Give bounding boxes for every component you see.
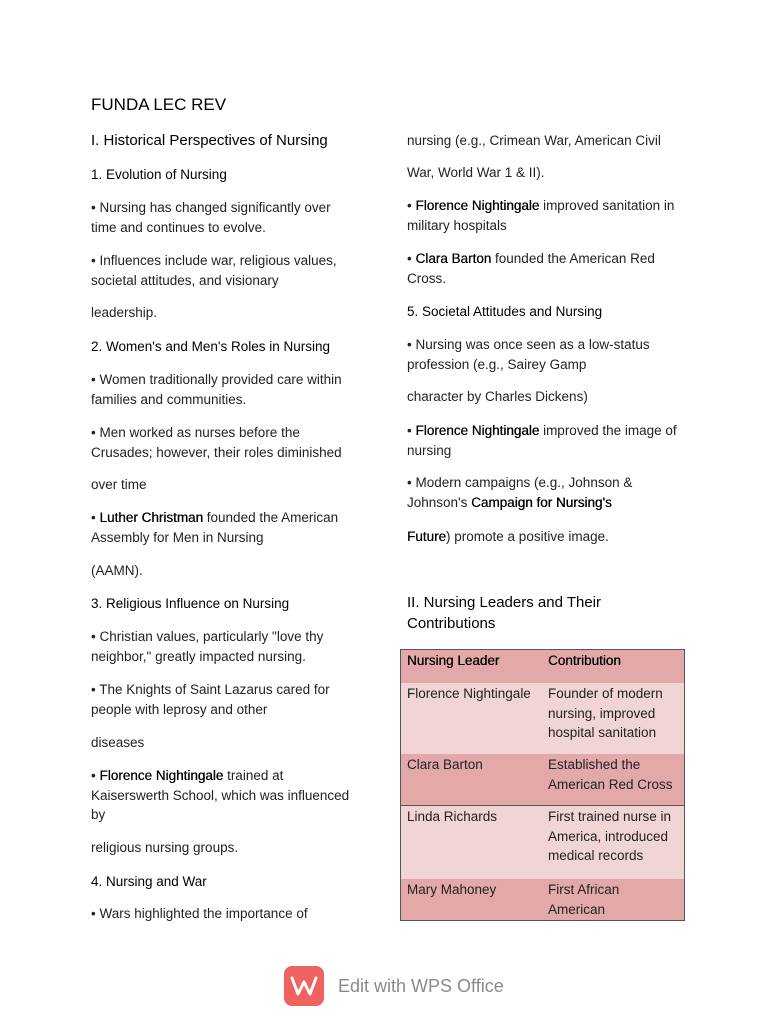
table-cell-contribution: Established the American Red Cross — [542, 754, 685, 806]
bold-florence-nightingale-3: Florence Nightingale — [415, 423, 540, 438]
table-cell-leader: Clara Barton — [401, 754, 543, 806]
bold-future: Future — [407, 529, 447, 544]
paragraph-societal-3-cont: Future) promote a positive image. — [407, 529, 609, 544]
paragraph-religious-2-cont: diseases — [91, 735, 145, 750]
document-title: FUNDA LEC REV — [91, 95, 227, 114]
paragraph-war-1: • Wars highlighted the importance of — [91, 906, 308, 921]
paragraph-roles-2: • Men worked as nurses before the Crusades; however, their roles diminished — [91, 425, 342, 460]
heading-war: 4. Nursing and War — [91, 874, 207, 889]
column-header-contribution: Contribution — [542, 650, 685, 684]
table-cell-leader: Linda Richards — [401, 806, 543, 880]
bold-clara-barton: Clara Barton — [415, 251, 492, 266]
paragraph-roles-3-cont: (AAMN). — [91, 563, 143, 578]
bold-campaign: Campaign for Nursing's — [471, 494, 612, 510]
paragraph-war-1-cont-2: War, World War 1 & II). — [407, 165, 545, 180]
table-cell-contribution: First trained nurse in America, introduced medical records — [542, 806, 685, 880]
table-cell-leader: Florence Nightingale — [401, 683, 543, 754]
paragraph-evolution-2-cont: leadership. — [91, 305, 158, 320]
paragraph-roles-1: • Women traditionally provided care within families and communities. — [91, 372, 342, 407]
paragraph-societal-2: • Florence Nightingale improved the image of nursing — [407, 423, 677, 458]
paragraph-evolution-1: • Nursing has changed significantly over time and continues to evolve. — [91, 200, 331, 235]
section-heading-historical: I. Historical Perspectives of Nursing — [91, 132, 328, 149]
edit-with-wps-button[interactable] — [284, 966, 504, 1006]
paragraph-war-1-cont: nursing (e.g., Crimean War, American Civil — [407, 133, 661, 148]
paragraph-societal-1: • Nursing was once seen as a low-status profession (e.g., Sairey Gamp — [407, 337, 650, 372]
table-header-row — [401, 650, 685, 684]
bold-florence-nightingale-1: Florence Nightingale — [99, 768, 224, 783]
paragraph-war-2: • Florence Nightingale improved sanitation in military hospitals — [407, 198, 675, 233]
table-cell-contribution: First African American — [542, 879, 685, 921]
table-row — [401, 806, 685, 880]
paragraph-war-3: • Clara Barton founded the American Red Cross. — [407, 251, 655, 286]
section-heading-leaders: II. Nursing Leaders and Their Contributions — [407, 594, 601, 632]
paragraph-roles-3: • Luther Christman founded the American Assembly for Men in Nursing — [91, 510, 339, 545]
bold-florence-nightingale-2: Florence Nightingale — [415, 198, 540, 213]
paragraph-societal-3: • Modern campaigns (e.g., Johnson & Johnson's Campaign for Nursing's — [407, 475, 633, 510]
table-cell-contribution: Founder of modern nursing, improved hospital sanitation — [542, 683, 685, 754]
heading-roles: 2. Women's and Men's Roles in Nursing — [91, 339, 331, 354]
heading-societal: 5. Societal Attitudes and Nursing — [407, 304, 603, 319]
paragraph-religious-3: • Florence Nightingale trained at Kaiserswerth School, which was influenced by — [91, 768, 350, 822]
paragraph-societal-1-cont: character by Charles Dickens) — [407, 389, 588, 404]
paragraph-evolution-2: • Influences include war, religious values, societal attitudes, and visionary — [91, 253, 337, 288]
paragraph-religious-3-cont: religious nursing groups. — [91, 840, 239, 855]
table-row — [401, 754, 685, 806]
table-row — [401, 683, 685, 754]
table-cell-leader: Mary Mahoney — [401, 879, 543, 921]
heading-evolution: 1. Evolution of Nursing — [91, 167, 227, 182]
paragraph-religious-1: • Christian values, particularly "love thy neighbor," greatly impacted nursing. — [91, 629, 324, 664]
wps-logo-icon — [284, 966, 324, 1006]
heading-religious: 3. Religious Influence on Nursing — [91, 596, 290, 611]
bold-luther-christman: Luther Christman — [99, 510, 204, 525]
table-row — [401, 879, 685, 921]
wps-label: Edit with WPS Office — [338, 975, 504, 996]
paragraph-roles-2-cont: over time — [91, 477, 147, 492]
column-header-leader: Nursing Leader — [401, 650, 543, 684]
paragraph-religious-2: • The Knights of Saint Lazarus cared for people with leprosy and other — [91, 682, 330, 717]
leaders-table — [400, 649, 685, 921]
